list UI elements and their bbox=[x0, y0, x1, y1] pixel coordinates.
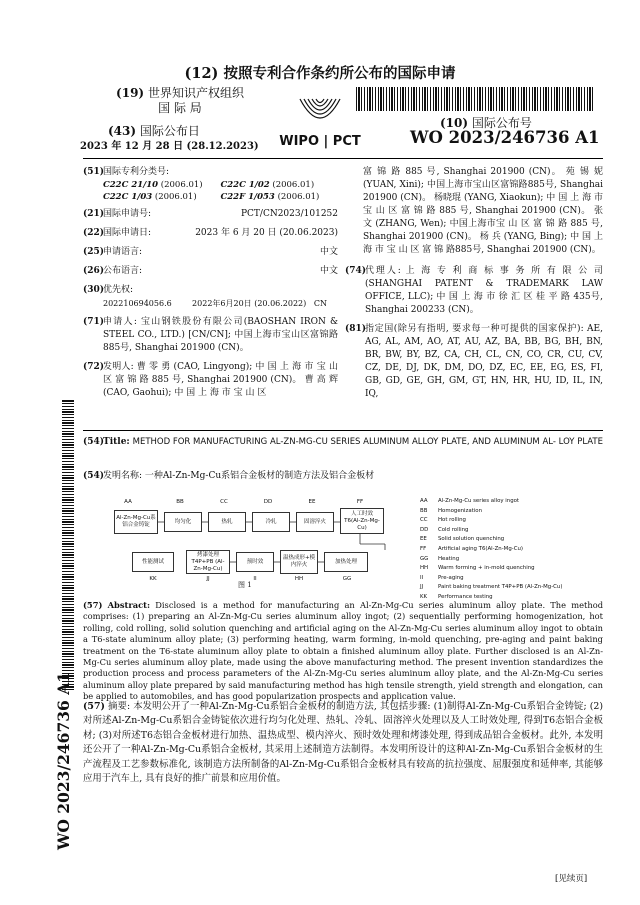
inventor-text: 发明人: 曹 零 勇 (CAO, Lingyong); 中 国 上 海 市 宝 山 区 富 锦 路 885 号, Shanghai 201900 (CN)。 曹 高 辉 (CAO, Gaohui); 中 国 上 海 市 宝 山 区 bbox=[103, 362, 338, 398]
field-number: (26) bbox=[83, 266, 105, 276]
field-72 bbox=[83, 361, 338, 400]
ipc-class: C22C 1/02 (2006.01) bbox=[220, 180, 315, 190]
field-number: (21) bbox=[83, 209, 105, 219]
field-label: 摘要: bbox=[108, 701, 131, 712]
title-chinese bbox=[83, 470, 603, 483]
field-label: 优先权: bbox=[103, 285, 134, 295]
designated-states-text: 指定国(除另有指明, 要求每一种可提供的国家保护): AE, AG, AL, AM, AO, AT, AU, AZ, BA, BB, BG, BH, BN, BR, BW, BY, BZ, CA, CH, CL, CN, CO, CR, CU, CV, CZ, DE, DJ, DK, DM, DO, DZ, EC, EE, EG, ES, FI, GB, GD, GE, GH, GM, GT, HN, HR, HU, ID, IL, IN, IQ, bbox=[365, 324, 603, 399]
step-code: EE bbox=[308, 499, 316, 505]
continued-note: [见续页] bbox=[555, 874, 588, 884]
step-code: HH bbox=[294, 576, 304, 582]
applicant-text: 申请人: 宝山钢铁股份有限公司(BAOSHAN IRON & STEEL CO., LTD.) [CN/CN]; 中国上海市宝山区富锦路885号, Shanghai 201900 (CN)。 bbox=[103, 317, 338, 353]
field-number: (57) bbox=[83, 701, 105, 712]
ipc-class-list bbox=[103, 179, 338, 203]
field-number: (30) bbox=[83, 285, 105, 295]
step-ingot: Al-Zn-Mg-Cu系铝合金铸锭 bbox=[114, 510, 158, 534]
org-name: 世界知识产权组织 bbox=[147, 86, 244, 100]
ipc-class: C22C 21/10 (2006.01) bbox=[103, 180, 203, 190]
legend-item: CC Hot rolling bbox=[420, 517, 466, 524]
pub-number-code: (10) bbox=[440, 116, 469, 130]
figure-caption: 图 1 bbox=[238, 581, 252, 589]
field-value: 2023 年 6 月 20 日 (20.06.2023) bbox=[195, 228, 338, 238]
field-value: PCT/CN2023/101252 bbox=[240, 209, 338, 219]
legend-item: AA Al-Zn-Mg-Cu series alloy ingot bbox=[420, 498, 520, 504]
field-51 bbox=[83, 166, 338, 203]
legend-item: KK Performance testing bbox=[420, 593, 493, 600]
right-column bbox=[345, 166, 603, 401]
field-30 bbox=[83, 284, 338, 310]
ipc-class: C22F 1/053 (2006.01) bbox=[220, 192, 320, 202]
legend-item: DD Cold rolling bbox=[420, 526, 469, 533]
field-21 bbox=[83, 208, 338, 221]
abstract-english bbox=[83, 600, 603, 703]
legend-item: II Pre-aging bbox=[420, 574, 464, 581]
left-column bbox=[83, 166, 338, 400]
priority-value: 202210694056.6 2022年6月20日 (20.06.2022) CN bbox=[103, 299, 328, 308]
step-code: CC bbox=[220, 499, 228, 505]
step-pre-aging: 预时效 bbox=[236, 552, 274, 572]
field-71 bbox=[83, 316, 338, 355]
abstract-chinese-text: 本发明公开了一种Al-Zn-Mg-Cu系铝合金板材的制造方法, 其包括步骤: (1)制得Al-Zn-Mg-Cu系铝合金铸锭; (2)对所述Al-Zn-Mg-Cu系铝合金铸锭依次进行均匀化处理、热轧、冷轧、固溶淬火处理以及人工时效处理, 得到T6态铝合金板材; (3)对所述T6态铝合金板材进行加热、温热成型、模内淬火、预时效处理和烤漆处理, 得到成品铝合金板材。此外, 本发明还公开了一种Al-Zn-Mg-Cu系铝合金板材, 其采用上述制造方法制得。本发明所设计的这种Al-Zn-Mg-Cu系铝合金板材的生产流程及工艺参数标准化, 该制造方法所制备的Al-Zn-Mg-Cu系铝合金板材具有较高的抗拉强度、屈服强度和延伸率, 其能够应用于汽车上, 具有良好的推广前景和应用价值。 bbox=[83, 701, 603, 785]
step-code: GG bbox=[342, 576, 352, 582]
step-cold-rolling: 冷轧 bbox=[252, 512, 290, 532]
pub-number-label: 国际公布号 bbox=[471, 116, 532, 130]
field-label: Title: bbox=[103, 437, 130, 447]
field-number: (51) bbox=[83, 167, 105, 177]
step-code: BB bbox=[176, 499, 184, 505]
step-paint-baking: 烤漆处理 T4P+PB (Al-Zn-Mg-Cu) bbox=[186, 550, 230, 574]
pub-number: WO 2023/246736 A1 bbox=[410, 128, 600, 147]
side-publication-number: WO 2023/246736 A1 bbox=[54, 671, 73, 850]
legend-item: GG Heating bbox=[420, 555, 460, 562]
legend-item: FF Artificial aging T6(Al-Zn-Mg-Cu) bbox=[420, 545, 523, 552]
abstract-chinese bbox=[83, 700, 603, 786]
title-english bbox=[83, 436, 603, 449]
step-code: JJ bbox=[206, 576, 210, 582]
step-heating: 加热处理 bbox=[324, 552, 368, 572]
agent-text: 代理人: 上 海 专 利 商 标 事 务 所 有 限 公 司 (SHANGHAI PATENT & TRADEMARK LAW OFFICE, LLC); 中 国 上 海 市 徐 汇 区 桂 平 路 435号, Shanghai 200233 (CN)。 bbox=[365, 266, 603, 315]
org-number: (19) bbox=[116, 86, 145, 100]
field-label: 申请语言: bbox=[103, 247, 143, 257]
abstract-english-text: Disclosed is a method for manufacturing an Al-Zn-Mg-Cu series aluminum alloy plate. The method comprises: (1) preparing an Al-Zn-Mg-Cu series aluminum alloy ingot; (2) sequentially performing homogenization, hot rolling, cold rolling, solid solution quenching and artificial aging on the Al-Zn-Mg-Cu series aluminum alloy ingot to obtain a T6-state aluminum alloy plate; (3) performing heating, warm forming, in-mold quenching, pre-aging and paint baking treatment on the T6-state aluminum alloy plate to obtain a finished aluminum alloy plate. Further disclosed is an Al-Zn-Mg-Cu series aluminum alloy plate, made using the above manufacturing method. The present invention standardizes the production process and process parameters of the Al-Zn-Mg-Cu series aluminum alloy plate, and the Al-Zn-Mg-Cu series aluminum alloy plate prepared by said manufacturing method has high tensile strength, yield strength and elongation, can be applied to automobiles, and has good popularization prospects and application value. bbox=[83, 600, 604, 702]
field-81 bbox=[345, 323, 603, 401]
pub-date-label: 国际公布日 bbox=[139, 124, 200, 138]
pub-date-code: (43) bbox=[108, 124, 137, 138]
publication-date-block bbox=[80, 124, 280, 154]
legend-item: BB Homogenization bbox=[420, 507, 483, 514]
field-74 bbox=[345, 265, 603, 317]
step-performance-testing: 性能测试 bbox=[132, 552, 174, 572]
title-chinese-text: 一种Al-Zn-Mg-Cu系铝合金板材的制造方法及铝合金板材 bbox=[144, 471, 375, 481]
organization-block bbox=[100, 86, 260, 116]
field-number: (54) bbox=[83, 471, 105, 481]
field-number: (81) bbox=[345, 324, 367, 334]
field-25 bbox=[83, 246, 338, 259]
field-number: (22) bbox=[83, 228, 105, 238]
step-solution-quenching: 固溶淬火 bbox=[296, 512, 334, 532]
step-code: II bbox=[253, 576, 257, 582]
ipc-class: C22C 1/03 (2006.01) bbox=[103, 192, 197, 202]
step-homogenization: 均匀化 bbox=[164, 512, 202, 532]
step-artificial-aging: 人工时效 T6(Al-Zn-Mg-Cu) bbox=[340, 508, 384, 534]
field-label: 国际申请号: bbox=[103, 209, 152, 219]
barcode bbox=[356, 87, 594, 111]
figure-legend bbox=[420, 497, 562, 603]
field-number: (57) bbox=[83, 600, 103, 610]
legend-item: EE Solid solution quenching bbox=[420, 536, 505, 543]
step-code: DD bbox=[263, 499, 273, 505]
flow-figure bbox=[110, 494, 410, 594]
step-code: KK bbox=[149, 576, 157, 582]
wipo-pct-text: WIPO | PCT bbox=[279, 134, 361, 149]
document-title: (12) 按照专利合作条约所公布的国际申请 bbox=[184, 65, 456, 82]
field-22 bbox=[83, 227, 338, 240]
step-warm-forming: 温热成形+模内淬火 bbox=[280, 550, 318, 574]
field-label: Abstract: bbox=[107, 600, 151, 610]
step-code: FF bbox=[356, 499, 364, 505]
field-value: 中文 bbox=[319, 247, 338, 257]
field-label: 公布语言: bbox=[103, 266, 143, 276]
header-divider bbox=[83, 158, 603, 159]
field-number: (54) bbox=[83, 437, 105, 447]
field-26 bbox=[83, 265, 338, 278]
field-label: 国际申请日: bbox=[103, 228, 152, 238]
field-label: 国际专利分类号: bbox=[103, 167, 170, 177]
field-number: (71) bbox=[83, 317, 105, 327]
inventors-continued: 富 锦 路 885 号, Shanghai 201900 (CN)。 苑 锡 妮 (YUAN, Xini); 中国上海市宝山区富锦路885号, Shanghai 201900 (CN)。 杨晓琨 (YANG, Xiaokun); 中 国 上 海 市 宝 山 区 富 锦 路 885 号, Shanghai 201900 (CN)。 张文 (ZHANG, Wen); 中国上海市宝 山 区 富 锦 路 885 号, Shanghai 201900 (CN)。 杨 兵 (YANG, Bing); 中 国 上 海 市 宝 山 区 富 锦 路885号, Shanghai 201900 (CN)。 bbox=[363, 167, 603, 255]
field-number: (72) bbox=[83, 362, 105, 372]
field-number: (74) bbox=[345, 266, 367, 276]
title-divider bbox=[83, 430, 603, 431]
wipo-emblem-icon bbox=[290, 97, 350, 131]
step-code: AA bbox=[124, 499, 132, 505]
field-number: (25) bbox=[83, 247, 105, 257]
field-label: 发明名称: bbox=[103, 471, 143, 481]
legend-item: JJ Paint baking treatment T4P+PB (Al-Zn-Mg-Cu) bbox=[420, 584, 563, 591]
field-value: 中文 bbox=[319, 266, 338, 276]
side-barcode bbox=[62, 400, 74, 690]
pub-date-value: 2023 年 12 月 28 日 (28.12.2023) bbox=[80, 141, 259, 152]
title-english-text: METHOD FOR MANUFACTURING AL-ZN-MG-CU SERIES ALUMINUM ALLOY PLATE, AND ALUMINUM AL- LOY PLATE bbox=[132, 437, 603, 447]
legend-item: HH Warm forming + in-mold quenching bbox=[420, 565, 535, 572]
step-hot-rolling: 热轧 bbox=[208, 512, 246, 532]
org-office: 国 际 局 bbox=[158, 101, 202, 115]
